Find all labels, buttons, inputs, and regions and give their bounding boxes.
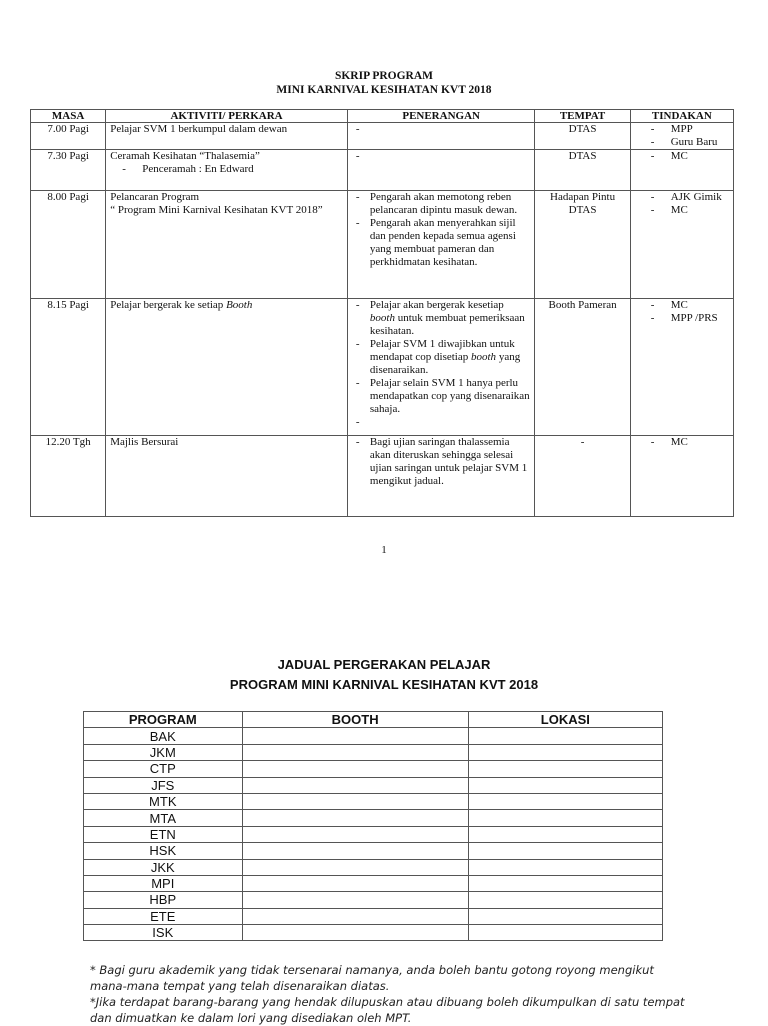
- aktiviti-em: Booth: [226, 299, 253, 311]
- lokasi-cell: [468, 744, 662, 760]
- table-row: [31, 299, 734, 436]
- schedule-body: [84, 728, 663, 941]
- cell-penerangan: [347, 299, 535, 436]
- booth-cell: [242, 810, 468, 826]
- program-cell: JFS: [84, 777, 243, 793]
- booth-cell: [242, 859, 468, 875]
- lokasi-cell: [468, 777, 662, 793]
- em-span: booth: [471, 351, 497, 363]
- cell-aktiviti: Pelajar SVM 1 berkumpul dalam dewan: [106, 123, 348, 150]
- lokasi-cell: [468, 761, 662, 777]
- tindakan-item: - MC: [635, 299, 729, 312]
- program-cell: ISK: [84, 925, 243, 941]
- schedule-row: [84, 761, 663, 777]
- text-span: Pelajar akan bergerak kesetiap: [369, 299, 504, 311]
- schedule-header-row: [84, 712, 663, 728]
- booth-cell: [242, 761, 468, 777]
- schedule-row: [84, 859, 663, 875]
- cell-aktiviti: [106, 191, 348, 299]
- program-cell: ETN: [84, 826, 243, 842]
- program-cell: BAK: [84, 728, 243, 744]
- lokasi-cell: [468, 810, 662, 826]
- header-booth: BOOTH: [242, 712, 468, 728]
- tindakan-item: - AJK Gimik: [635, 191, 729, 204]
- table-row: [31, 123, 734, 150]
- booth-cell: [242, 826, 468, 842]
- header-program: PROGRAM: [84, 712, 243, 728]
- cell-penerangan: [347, 123, 535, 150]
- booth-cell: [242, 744, 468, 760]
- schedule-row: [84, 843, 663, 859]
- cell-penerangan: [347, 436, 535, 517]
- lokasi-cell: [468, 892, 662, 908]
- cell-tempat: -: [535, 436, 630, 517]
- header-tempat: TEMPAT: [535, 110, 630, 123]
- schedule-row: [84, 908, 663, 924]
- table-row: [31, 191, 734, 299]
- table-row: [31, 436, 734, 517]
- table-row: [31, 150, 734, 191]
- cell-tindakan: [630, 191, 733, 299]
- program-cell: HBP: [84, 892, 243, 908]
- cell-aktiviti: [106, 299, 348, 436]
- cell-aktiviti: Majlis Bersurai: [106, 436, 348, 517]
- aktiviti-text: Ceramah Kesihatan “Thalasemia”: [110, 150, 260, 162]
- booth-cell: [242, 892, 468, 908]
- cell-masa: 7.30 Pagi: [31, 150, 106, 191]
- cell-tindakan: [630, 436, 733, 517]
- penerangan-item: - Pengarah akan menyerahkan sijil dan penden kepada semua agensi yang membuat pameran dan perkhidmatan kesihatan.: [352, 217, 531, 269]
- schedule-row: [84, 777, 663, 793]
- lokasi-cell: [468, 843, 662, 859]
- aktiviti-text: Pelancaran Program: [110, 191, 200, 203]
- program-cell: JKM: [84, 744, 243, 760]
- cell-tindakan: [630, 299, 733, 436]
- program-cell: HSK: [84, 843, 243, 859]
- cell-masa: 7.00 Pagi: [31, 123, 106, 150]
- text-span: yang disenaraikan.: [369, 351, 521, 376]
- text-span: untuk membuat pemeriksaan kesihatan.: [369, 312, 525, 337]
- cell-tempat: DTAS: [535, 123, 630, 150]
- note-item: *Jika terdapat barang-barang yang hendak dilupuskan atau dibuang boleh dikumpulkan di satu tempat dan dimuatkan ke dalam lori yang disediakan oleh MPT.: [90, 995, 685, 1025]
- header-lokasi: LOKASI: [468, 712, 662, 728]
- tindakan-item: - MC: [635, 436, 729, 449]
- note-item: * Bagi guru akademik yang tidak tersenarai namanya, anda boleh bantu gotong royong mengikut mana-mana tempat yang telah disenaraikan diatas.: [90, 963, 654, 993]
- tindakan-item: - MC: [635, 204, 729, 217]
- cell-penerangan: [347, 191, 535, 299]
- schedule-row: [84, 892, 663, 908]
- booth-cell: [242, 777, 468, 793]
- aktiviti-sub: - Penceramah : En Edward: [106, 163, 343, 176]
- script-title: SKRIP PROGRAM: [334, 70, 434, 82]
- penerangan-item: - Pelajar selain SVM 1 hanya perlu mendapatkan cop yang disenaraikan sahaja.: [352, 377, 531, 416]
- program-cell: MPI: [84, 875, 243, 891]
- lokasi-cell: [468, 908, 662, 924]
- text-span: Pelajar SVM 1 diwajibkan untuk mendapat cop disetiap: [369, 338, 515, 363]
- cell-penerangan: [347, 150, 535, 191]
- notes: [90, 962, 690, 1026]
- program-cell: MTA: [84, 810, 243, 826]
- lokasi-cell: [468, 728, 662, 744]
- program-cell: MTK: [84, 793, 243, 809]
- schedule-row: [84, 728, 663, 744]
- tindakan-item: - Guru Baru: [635, 136, 729, 149]
- cell-aktiviti: [106, 150, 348, 191]
- script-subtitle: MINI KARNIVAL KESIHATAN KVT 2018: [276, 84, 492, 96]
- program-cell: JKK: [84, 859, 243, 875]
- cell-masa: 12.20 Tgh: [31, 436, 106, 517]
- penerangan-item: - Bagi ujian saringan thalassemia akan diteruskan sehingga selesai ujian saringan untuk pelajar SVM 1 mengikut jadual.: [352, 436, 531, 488]
- program-cell: ETE: [84, 908, 243, 924]
- cell-tempat: DTAS: [535, 150, 630, 191]
- tindakan-item: - MPP /PRS: [635, 312, 729, 325]
- cell-tindakan: [630, 123, 733, 150]
- header-penerangan: PENERANGAN: [347, 110, 535, 123]
- booth-cell: [242, 793, 468, 809]
- script-table: [30, 109, 734, 517]
- schedule-table: [83, 711, 663, 941]
- booth-cell: [242, 728, 468, 744]
- schedule-row: [84, 826, 663, 842]
- lokasi-cell: [468, 925, 662, 941]
- booth-cell: [242, 875, 468, 891]
- penerangan-item: [352, 299, 531, 338]
- lokasi-cell: [468, 859, 662, 875]
- schedule-row: [84, 810, 663, 826]
- lokasi-cell: [468, 826, 662, 842]
- lokasi-cell: [468, 793, 662, 809]
- cell-tempat: Booth Pameran: [535, 299, 630, 436]
- program-cell: CTP: [84, 761, 243, 777]
- header-aktiviti: AKTIVITI/ PERKARA: [106, 110, 348, 123]
- schedule-subtitle: PROGRAM MINI KARNIVAL KESIHATAN KVT 2018: [229, 677, 539, 692]
- lokasi-cell: [468, 875, 662, 891]
- penerangan-item: - Pengarah akan memotong reben pelancaran dipintu masuk dewan.: [352, 191, 531, 217]
- page-number: 1: [381, 544, 387, 556]
- booth-cell: [242, 925, 468, 941]
- cell-tempat: Hadapan Pintu DTAS: [535, 191, 630, 299]
- cell-tindakan: [630, 150, 733, 191]
- header-tindakan: TINDAKAN: [630, 110, 733, 123]
- header-masa: MASA: [31, 110, 106, 123]
- script-header-row: [31, 110, 734, 123]
- schedule-row: [84, 875, 663, 891]
- em-span: booth: [369, 312, 395, 324]
- schedule-row: [84, 744, 663, 760]
- schedule-title: JADUAL PERGERAKAN PELAJAR: [277, 657, 491, 672]
- schedule-row: [84, 793, 663, 809]
- cell-masa: 8.15 Pagi: [31, 299, 106, 436]
- schedule-row: [84, 925, 663, 941]
- booth-cell: [242, 843, 468, 859]
- booth-cell: [242, 908, 468, 924]
- aktiviti-sub: “ Program Mini Karnival Kesihatan KVT 2018”: [110, 204, 323, 216]
- penerangan-item: [352, 338, 531, 377]
- cell-masa: 8.00 Pagi: [31, 191, 106, 299]
- aktiviti-text: Pelajar bergerak ke setiap: [110, 299, 227, 311]
- tindakan-item: - MPP: [635, 123, 729, 136]
- tindakan-item: - MC: [635, 150, 729, 163]
